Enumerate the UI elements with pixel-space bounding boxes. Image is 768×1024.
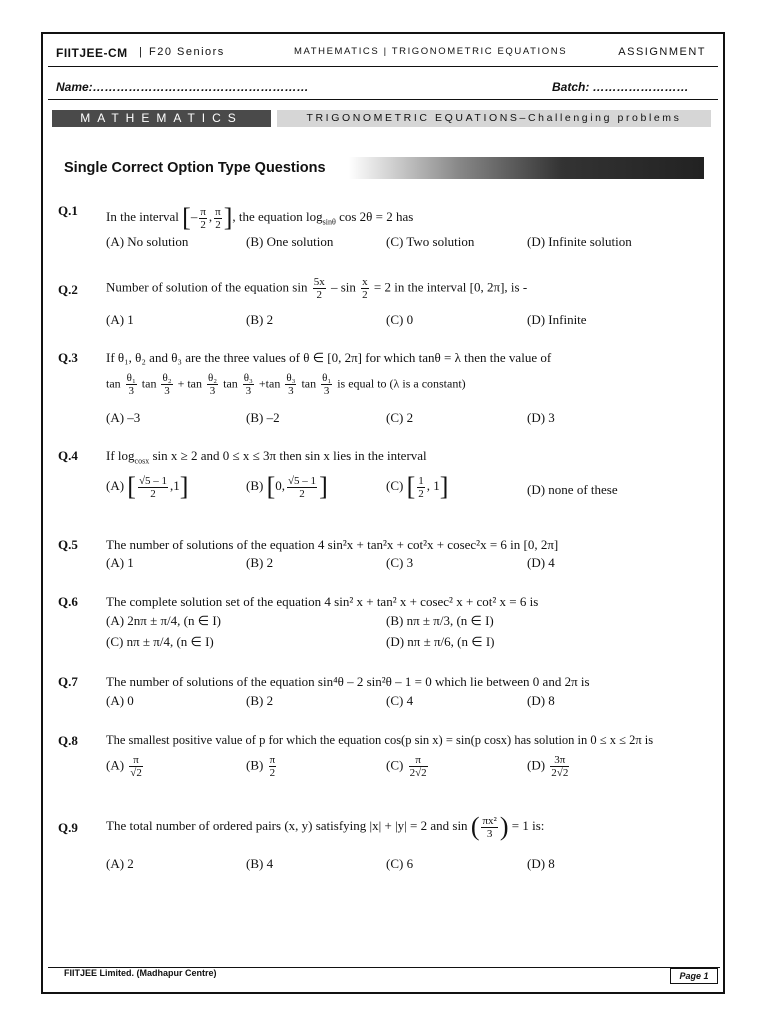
option — [527, 754, 571, 779]
class-label: F20 Seniors — [149, 46, 225, 58]
batch-field: Batch: …………………… — [552, 80, 689, 94]
question-number: Q.2 — [58, 282, 78, 297]
option — [246, 754, 278, 779]
frac-num: 5x — [313, 276, 325, 288]
question-text: The number of solutions of the equation 4 sin²x + tan²x + cot²x + cosec²x = 6 in [0, 2π] — [106, 537, 559, 552]
brand: FIITJEE-CM — [56, 46, 128, 60]
question-text — [106, 276, 527, 301]
assignment-label: ASSIGNMENT — [618, 46, 706, 58]
name-field: Name:……………………………………………… — [56, 80, 309, 94]
option: (C) nπ ± π/4, (n ∈ I) — [106, 634, 214, 649]
footer-institute: FIITJEE Limited. (Madhapur Centre) — [64, 968, 217, 978]
fraction — [207, 372, 218, 397]
frac-num: θ₃ — [243, 372, 253, 384]
question-number: Q.8 — [58, 733, 78, 748]
frac-num: x — [362, 276, 368, 288]
frac-num: π — [200, 205, 206, 218]
option-label: (C) — [386, 757, 404, 773]
fraction — [269, 754, 277, 779]
frac-den: 3 — [288, 385, 294, 397]
option: (A) 0 — [106, 693, 134, 708]
option: (D) Infinite solution — [527, 234, 632, 249]
option: (D) 3 — [527, 410, 555, 425]
question-text: The number of solutions of the equation sin⁴θ – 2 sin²θ – 1 = 0 which lie between 0 and 2π is — [106, 674, 590, 689]
option-label: (A) — [106, 477, 125, 493]
fraction — [417, 475, 425, 500]
option: (D) 8 — [527, 856, 555, 871]
divider — [48, 99, 718, 100]
frac-den: 2 — [362, 289, 368, 301]
option: (C) 2 — [386, 410, 414, 425]
option: (D) 4 — [527, 555, 555, 570]
fraction — [161, 372, 172, 397]
frac-den: 2 — [200, 218, 206, 231]
option: (B) 2 — [246, 555, 274, 570]
header-separator: | — [139, 46, 144, 58]
divider — [48, 66, 718, 67]
fraction — [126, 372, 137, 397]
option: (B) nπ ± π/3, (n ∈ I) — [386, 613, 494, 628]
frac-num: θ₁ — [322, 372, 332, 384]
option — [106, 472, 188, 502]
option: (A) –3 — [106, 410, 141, 425]
fraction — [550, 754, 569, 779]
question-number: Q.7 — [58, 674, 78, 689]
q-text-part: The total number of ordered pairs (x, y) satisfying |x| + |y| = 2 and sin — [106, 817, 468, 833]
question-number: Q.3 — [58, 350, 78, 365]
frac-num: 1 — [418, 474, 424, 487]
expression: tan $\frac{\text{θ₁}}{3}$ tan $\frac{\text{θ₂}}{3}$ + tan $\frac{\text{θ₂}}{3}$ tan $\frac{\text{θ₃}}{3}$ +tan $\frac{\text{θ₃}}{3}$ tan $\frac{\text{θ₁}}{3}$ is equal to (λ is a constant) — [106, 372, 466, 397]
option-label: (B) — [246, 757, 264, 773]
topic-banner: TRIGONOMETRIC EQUATIONS–Challenging problems — [277, 110, 711, 127]
frac-den: √2 — [130, 767, 142, 779]
bracket-close: ] — [179, 472, 189, 501]
fraction — [361, 276, 369, 301]
q-text-part: In the interval — [106, 208, 179, 224]
option: (A) 1 — [106, 555, 134, 570]
q-text-part: = 1 is: — [511, 817, 545, 833]
option: (C) 0 — [386, 312, 414, 327]
option — [246, 472, 328, 502]
frac-num: θ₂ — [208, 372, 218, 384]
fraction — [129, 754, 143, 779]
fraction — [243, 372, 254, 397]
frac-den: 2 — [269, 767, 276, 779]
q-text-part: , 1 — [426, 477, 440, 493]
question-text: In the interval [– $\frac{\pi}{2}$ , $\frac{\pi}{2}$ ], the equation $\log_{sin\theta} \cos 2\theta = 2$ has — [106, 203, 414, 232]
option: (D) nπ ± π/6, (n ∈ I) — [386, 634, 495, 649]
option-label: (C) — [386, 477, 404, 493]
subscript: sinθ — [322, 217, 336, 227]
question-text — [106, 448, 427, 466]
option: (B) 2 — [246, 693, 274, 708]
fraction — [285, 372, 296, 397]
bracket-open: [ — [127, 472, 136, 501]
q-text-part: ,1 — [170, 477, 180, 493]
option: (A) No solution — [106, 234, 189, 249]
page-number: Page 1 — [670, 968, 718, 984]
q-text-part: – sin — [330, 279, 356, 295]
frac-den: 2√2 — [409, 767, 427, 779]
option: (B) One solution — [246, 234, 334, 249]
frac-num: θ₃ — [286, 372, 296, 384]
fraction — [481, 815, 497, 840]
frac-den: 2√2 — [551, 767, 569, 779]
subscript: cosx — [134, 456, 150, 466]
frac-den: 3 — [323, 385, 330, 397]
question-number: Q.5 — [58, 537, 78, 552]
option: (B) –2 — [246, 410, 280, 425]
question-text: The smallest positive value of p for which the equation cos(p sin x) = sin(p cosx) has solution in 0 ≤ x ≤ 2π is — [106, 733, 654, 747]
q-text-part: sin x ≥ 2 and 0 ≤ x ≤ 3π then sin x lies in the interval — [149, 448, 427, 463]
option-label: (D) — [527, 757, 546, 773]
option: (C) 3 — [386, 555, 414, 570]
option: (D) 8 — [527, 693, 555, 708]
frac-num: πx² — [482, 814, 497, 827]
option: (A) 1 — [106, 312, 134, 327]
q-text-part: Number of solution of the equation sin — [106, 279, 308, 295]
question-text — [106, 812, 544, 842]
fraction — [199, 206, 207, 231]
frac-num: 3π — [550, 754, 569, 767]
fraction — [321, 372, 332, 397]
fraction — [287, 475, 317, 500]
option — [106, 754, 145, 779]
paren-close: ) — [499, 812, 509, 841]
bracket-close: ] — [319, 472, 328, 501]
section-title — [58, 157, 704, 179]
frac-den: 2 — [299, 487, 305, 500]
frac-num: θ₁ — [126, 372, 136, 384]
frac-den: 2 — [418, 487, 424, 500]
frac-den: 3 — [164, 385, 170, 397]
frac-num: √5 – 1 — [288, 474, 317, 487]
frac-den: 3 — [245, 385, 252, 397]
q-text-part: If log — [106, 448, 135, 463]
paren-open: ( — [470, 812, 480, 841]
bracket-open: [ — [266, 472, 276, 501]
question-text: The complete solution set of the equation 4 sin² x + tan² x + cosec² x + cot² x = 6 is — [106, 594, 539, 609]
q-text-part: = 2 in the interval [0, 2π], is - — [373, 279, 528, 295]
frac-num: π — [269, 754, 276, 766]
option: (C) 4 — [386, 693, 414, 708]
option: (B) 2 — [246, 312, 274, 327]
option — [386, 754, 430, 779]
frac-den: 2 — [150, 487, 156, 500]
frac-den: 3 — [128, 385, 134, 397]
frac-num: π — [215, 205, 221, 218]
option-label: (B) — [246, 477, 264, 493]
frac-num: π — [409, 754, 428, 767]
bracket-open: [ — [406, 472, 416, 501]
question-number: Q.1 — [58, 203, 78, 218]
frac-den: 2 — [316, 289, 322, 301]
bracket-open: [ — [182, 203, 191, 232]
frac-num: θ₂ — [162, 372, 172, 384]
option: (D) Infinite — [527, 312, 587, 327]
fraction — [409, 754, 428, 779]
frac-num: √5 – 1 — [138, 474, 168, 487]
option-label: (A) — [106, 757, 125, 773]
frac-den: 2 — [215, 218, 221, 231]
option: (D) none of these — [527, 482, 618, 497]
fraction — [138, 475, 168, 500]
fraction — [313, 276, 326, 301]
frac-den: 3 — [209, 385, 216, 397]
option: (A) 2 — [106, 856, 134, 871]
option: (A) 2nπ ± π/4, (n ∈ I) — [106, 613, 221, 628]
question-number: Q.9 — [58, 820, 78, 835]
option: (B) 4 — [246, 856, 274, 871]
fraction — [214, 206, 222, 231]
q-text-part: cos 2θ = 2 has — [335, 208, 414, 224]
section-title-text: Single Correct Option Type Questions — [64, 160, 326, 176]
question-text: If θ₁, θ₂ and θ₃ are the three values of θ ∈ [0, 2π] for which tanθ = λ then the value of — [106, 350, 552, 365]
frac-num: π — [129, 754, 143, 767]
bracket-close: ] — [223, 203, 233, 232]
header — [56, 46, 706, 64]
frac-den: 3 — [486, 827, 493, 840]
q-text-part: 0, — [275, 477, 286, 493]
option: (C) Two solution — [386, 234, 475, 249]
subject-line: MATHEMATICS | TRIGONOMETRIC EQUATIONS — [294, 46, 568, 57]
bracket-close: ] — [439, 472, 449, 501]
option: (C) 6 — [386, 856, 414, 871]
q-text-part: is equal to (λ is a constant) — [337, 376, 466, 391]
question-number: Q.4 — [58, 448, 78, 463]
question-number: Q.6 — [58, 594, 78, 609]
q-text-part: , the equation log — [232, 208, 323, 224]
subject-banner: MATHEMATICS — [52, 110, 271, 127]
option — [386, 472, 448, 502]
